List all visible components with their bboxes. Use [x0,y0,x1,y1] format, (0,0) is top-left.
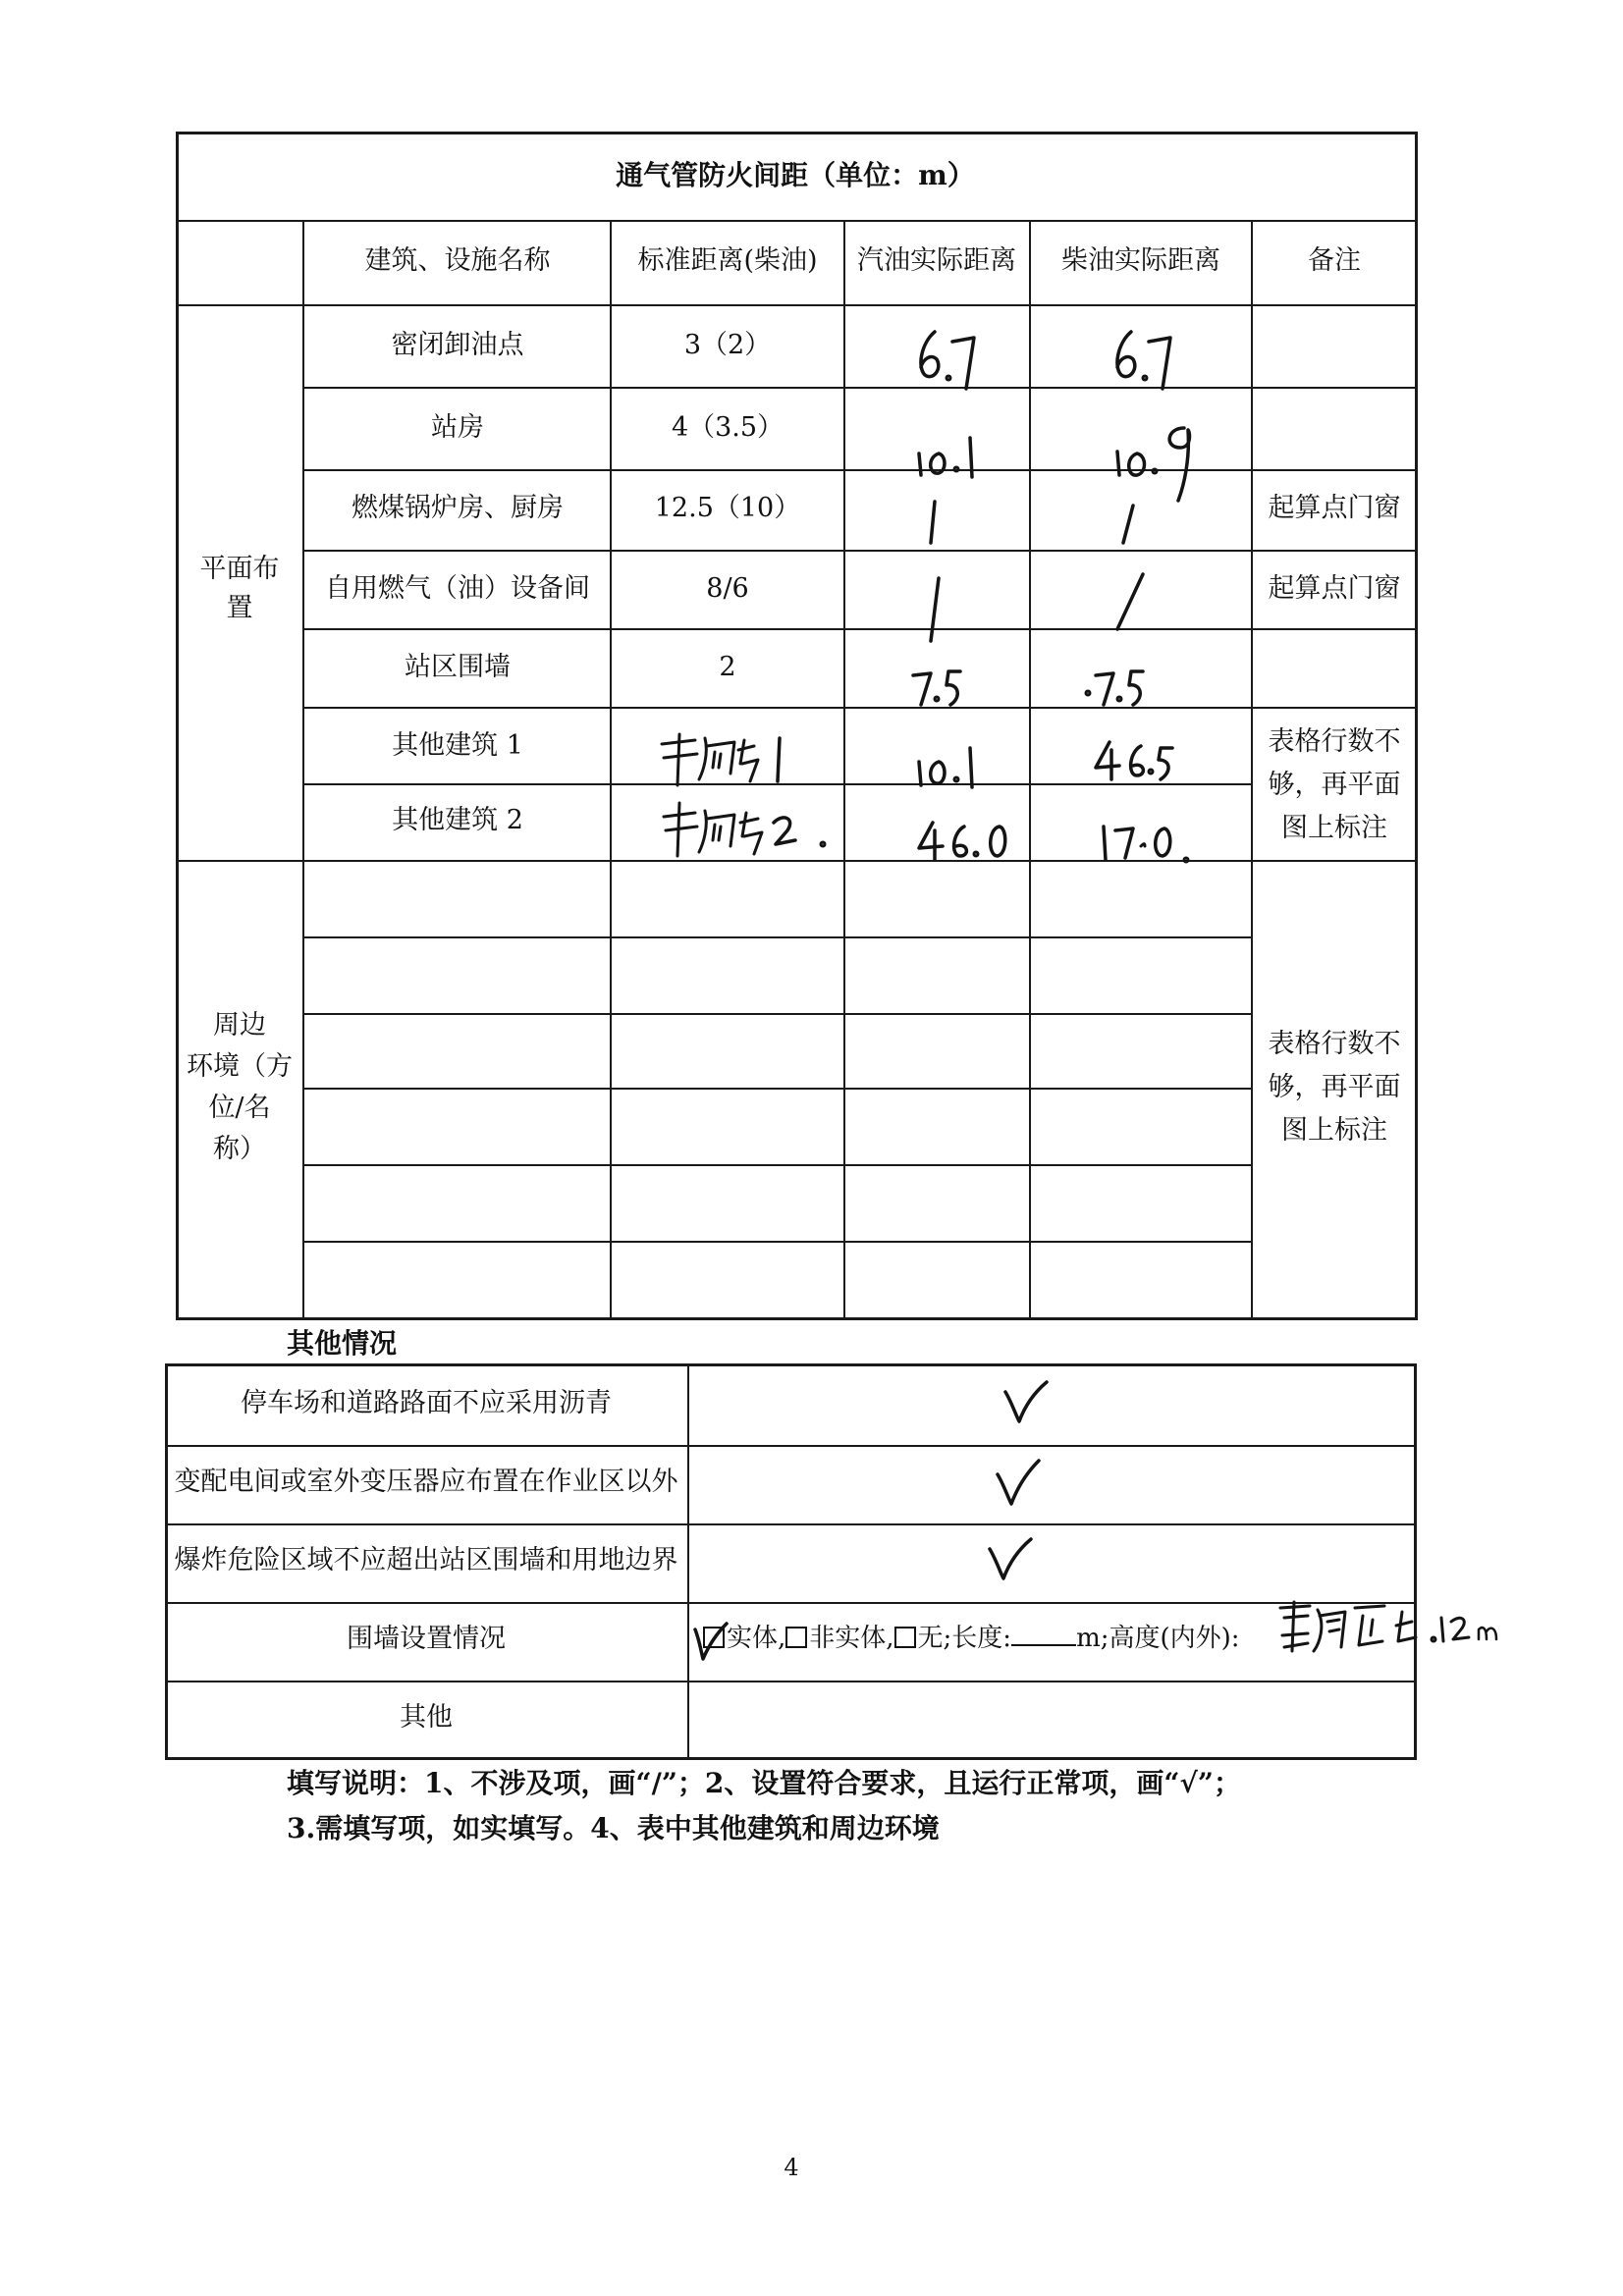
row-name: 密闭卸油点 [391,330,524,360]
check-mark-icon [1001,1378,1051,1427]
header-diesel-distance: 柴油实际距离 [1061,245,1220,276]
row-standard: 12.5（10） [654,493,801,523]
row-remark: 起算点门窗 [1268,573,1401,604]
length-blank[interactable] [1011,1623,1076,1646]
fence-options: 实体, 非实体, 无;长度: m;高度(内外): [703,1620,1240,1658]
header-remark: 备注 [1308,245,1361,276]
solid-checked-mark-icon [691,1620,730,1663]
row-standard: 8/6 [706,573,749,604]
row-standard: 2 [719,652,736,682]
header-facility-name: 建筑、设施名称 [364,245,551,276]
none-checkbox[interactable] [894,1627,916,1648]
row-standard: 4（3.5） [671,412,784,443]
fill-instructions-line2: 3.需填写项，如实填写。4、表中其他建筑和周边环境 [287,1812,940,1844]
vent-table-title: 通气管防火间距（单位：m） [616,159,975,191]
row-name: 站区围墙 [405,652,511,682]
plan-remark-note: 表格行数不 够，再平面 图上标注 [1268,726,1401,843]
row-name: 燃煤锅炉房、厨房 [352,493,564,523]
plan-layout-label: 平面布 置 [199,554,280,623]
header-gasoline-distance: 汽油实际距离 [857,245,1016,276]
surrounding-env-label: 周边 环境（方 位/名 称） [187,1010,293,1164]
fence-height-handwriting [1274,1596,1500,1665]
other-row-label: 围墙设置情况 [347,1624,506,1654]
row-standard: 3（2） [683,330,772,360]
row-name: 站房 [431,412,484,443]
other-row-label: 爆炸危险区域不应超出站区围墙和用地边界 [174,1545,678,1575]
other-situations-heading: 其他情况 [287,1327,398,1360]
env-remark-note: 表格行数不 够，再平面 图上标注 [1268,1029,1401,1146]
fill-instructions-line1: 填写说明：1、不涉及项，画“/”；2、设置符合要求，且运行正常项，画“√”； [287,1767,1242,1799]
other-row-label: 变配电间或室外变压器应布置在作业区以外 [174,1467,678,1497]
row-name: 其他建筑 1 [392,730,523,761]
row-name: 其他建筑 2 [392,805,523,835]
other-row-label: 其他 [400,1702,453,1733]
non-solid-checkbox[interactable] [785,1627,807,1648]
row-name: 自用燃气（油）设备间 [325,573,590,604]
check-mark-icon [986,1535,1035,1584]
page-number: 4 [784,2154,799,2181]
check-mark-icon [994,1457,1043,1510]
header-standard-distance: 标准距离(柴油) [637,245,818,276]
other-row-label: 停车场和道路路面不应采用沥青 [241,1388,612,1418]
row-remark: 起算点门窗 [1268,493,1401,523]
